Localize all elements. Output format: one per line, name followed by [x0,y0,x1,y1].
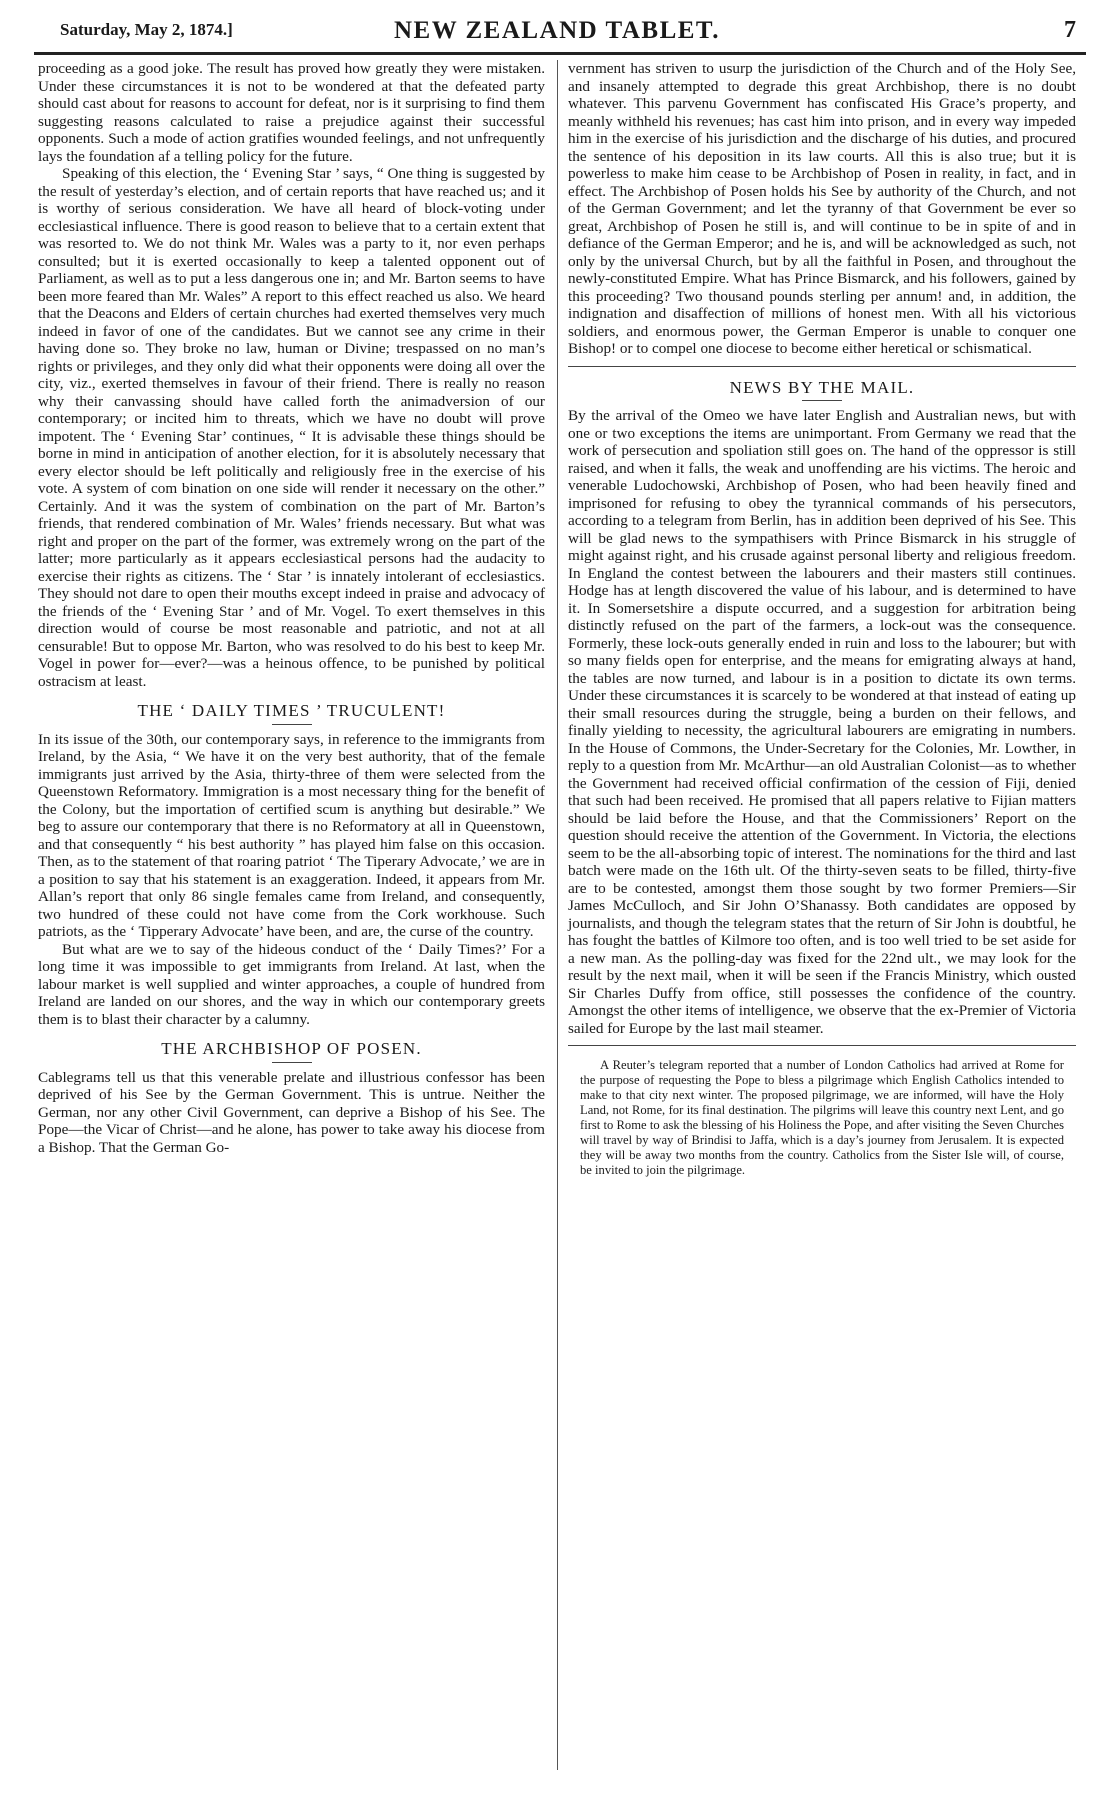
page-number: 7 [1064,17,1076,43]
issue-date: Saturday, May 2, 1874.] [60,20,233,39]
section-heading-posen: THE ARCHBISHOP OF POSEN. [161,1039,422,1058]
newspaper-title: NEW ZEALAND TABLET. [393,17,721,44]
left-column [38,60,545,1156]
column-divider [557,60,558,1770]
heading-rule [272,724,312,725]
article-paragraph: By the arrival of the Omeo we have later English and Australian news, but with one or two exceptions the items are unimportant. From Germany we read that the work of persecution and spoliation still goes on. The hand of the oppressor is still raised, and when it falls, the weak and unoffending are his victims. The heroic and venerable Ludochowski, Archbishop of Posen, who had been heavily fined and imprisoned for refusing to obey the tyrannical commands of his persecutors, according to a telegram from Berlin, has in addition been deprived of his See. This will be glad news to the sympathisers with Prince Bismarck in his struggle of might against right, and his crusade against personal liberty and religious freedom. In England the contest between the labourers and their masters still continues. Hodge has at length discovered the value of his labour, and is determined to have it. In Somersetshire a dispute occurred, and a suggestion for arbitration being distinctly refused on the part of the farmers, a lock-out was the consequence. Formerly, these lock-outs generally ended in ruin and loss to the labourer; but with so many fields open for enterprise, and the means for emigrating always at hand, the tables are now turned, and labour is in a position to dictate its own terms. Under these circumstances it is scarcely to be wondered at that instead of eating up their small resources during the struggle, being a burden on their fellows, and finally yielding to necessity, the agricultural labourers are emigrating in numbers. In the House of Commons, the Under-Secretary for the Colonies, Mr. Lowther, in reply to a question from Mr. McArthur—an old Australian Colonist—as to whether the Government had received official confirmation of the cession of Fiji, denied that such had been received. He promised that all papers relative to Fijian matters should be laid before the House, and that the Commissioners’ Report on the question should receive the attention of the Government. In Victoria, the elections seem to be the all-absorbing topic of interest. The nominations for the third and last batch were made on the 16th ult. Of the thirty-seven seats to be filled, thirty-five are to be contested, amongst them those sought by two former Premiers—Sir James McCulloch, and Sir John O’Shanassy. Both candidates are opposed by journalists, and though the telegram states that the return of Sir John is doubtful, he has fought the battles of Kilmore too often, and is too well tried to be set aside for a new man. As the polling-day was fixed for the 22nd ult., we may look for the result by the next mail, when it will be seen if the Francis Ministry, which ousted Sir Charles Duffy from office, still possesses the confidence of the country. Amongst the other items of intelligence, we observe that the ex-Premier of Victoria sailed for Europe by the last mail steamer. [568,407,1076,1037]
reuters-note [568,1058,1076,1178]
section-heading-daily-times: THE ‘ DAILY TIMES ’ TRUCULENT! [137,701,446,720]
article-paragraph: Speaking of this election, the ‘ Evening Star ’ says, “ One thing is suggested by the result of yesterday’s election, and of certain reports that have reached us; and it is worthy of serious consideration. We have all heard of block-voting under ecclesiastical influence. There is good reason to believe that to a certain extent that was resorted to. We do not think Mr. Wales was a party to it, nor even perhaps consulted; but it is exerted occasionally to keep a talented opponent out of Parliament, as well as to put a less dangerous one in; and Mr. Barton seems to have been more feared than Mr. Wales” A report to this effect reached us also. We heard that the Deacons and Elders of certain churches had exerted themselves very much indeed in favor of one of the candidates. But we cannot see any crime in their having done so. They broke no law, human or Divine; trespassed on no man’s rights or privileges, and they only did what their opponents were doing all over the city, viz., exerted themselves in favour of their friend. There is really no reason why their canvassing should have called forth the animadversion of our contemporary; or incited him to threats, which we have no doubt will prove impotent. The ‘ Evening Star’ continues, “ It is advisable these things should be borne in mind in anticipation of another election, for it is absolutely necessary that every elector should be left politically and religiously free in the exercise of his vote. A system of com bination on one side will render it necessary on the other.” Certainly. And it was the system of combination on the part of Mr. Barton’s friends, that rendered combination of Mr. Wales’ friends necessary. But what was right and proper on the part of the former, was extremely wrong on the part of the latter; more particularly as it appears ecclesiastical persons had the audacity to exercise their rights as citizens. The ‘ Star ’ is innately intolerant of ecclesiastics. They should not dare to open their mouths except indeed in praise and advocacy of the friends of the ‘ Evening Star ’ and of Mr. Vogel. To exert themselves in this direction would of course be most reasonable and patriotic, and not at all censurable! But to oppose Mr. Barton, who was resolved to do his best to keep Mr. Vogel in power for—ever?—was a heinous offence, to be punished by political ostracism at least. [38,165,545,690]
article-paragraph: proceeding as a good joke. The result has proved how greatly they were mistaken. Under these circumstances it is not to be wondered at that the defeated party should cast about for reasons to account for defeat, nor is it surprising to find them suggesting reasons calculated to raise a prejudice against their successful opponents. Such a mode of action gratifies wounded feelings, and not unfrequently lays the foundation af a telling policy for the future. [38,60,545,165]
section-rule [568,1045,1076,1046]
note-paragraph: A Reuter’s telegram reported that a number of London Catholics had arrived at Rome for the purpose of requesting the Pope to bless a pilgrimage which English Catholics intended to make to that city next winter. The proposed pilgrimage, we are informed, will have the Holy Land, not Rome, for its final destination. The pilgrims will leave this country next Lent, and go first to Rome to ask the blessing of his Holiness the Pope, and after visiting the Seven Churches will travel by way of Brindisi to Jaffa, which is a day’s journey from Jerusalem. It is expected they will be away two months from the country. Catholics from the Sister Isle will, of course, be invited to join the pilgrimage. [580,1058,1064,1177]
heading-rule [802,400,842,401]
masthead-rule [34,52,1086,55]
article-paragraph: In its issue of the 30th, our contemporary says, in reference to the immigrants from Ireland, by the Asia, “ We have it on the very best authority, that of the female immigrants just arrived by the Asia, thirty-three of them were selected from the Queenstown Reformatory. Immigration is a most necessary thing for the benefit of the Colony, but the importation of certified scum is anything but desirable.” We beg to assure our contemporary that there is no Reformatory at all in Queenstown, and that consequently “ his best authority ” has played him false on this occasion. Then, as to the statement of that roaring patriot ‘ The Tiperary Advocate,’ we are in a position to say that his statement is an exaggeration. Indeed, it appears from Mr. Allan’s report that only 86 single females came from Ireland, and consequently, two hundred of these could not have come from the Cork workhouse. Such patriots, as the ‘ Tipperary Advocate’ have been, and are, the curse of the country. [38,730,545,940]
masthead [0,0,1114,58]
article-paragraph: vernment has striven to usurp the jurisdiction of the Church and of the Holy See, and insanely attempted to degrade this great Archbishop, there is no doubt whatever. This parvenu Government has confiscated His Grace’s property, and meanly withheld his revenues; has cast him into prison, and in every way impeded him in the exercise of his jurisdiction and the discharge of his duties, and procured the sentence of his deposition in its law courts. All this is also true; but it is powerless to make him cease to be Archbishop of Posen in reality, in fact, and in effect. The Archbishop of Posen holds his See by authority of the Church, and not of the German Government; and let the tyranny of that Government be ever so great, Archbishop of Posen he still is, and will continue to be in spite of and in defiance of the German Emperor; and he is, and will be acknowledged as such, not only by the universal Church, but by all the faithful in Posen, and throughout the newly-constituted Empire. What has Prince Bismarck, and his followers, gained by this proceeding? Two thousand pounds sterling per annum! and, in addition, the indignation and disaffection of millions of honest men. With all his victorious soldiers, and enormous power, the German Emperor is unable to conquer one Bishop! or to compel one diocese to become either heretical or schismatical. [568,60,1076,357]
section-rule [568,366,1076,367]
article-paragraph: But what are we to say of the hideous conduct of the ‘ Daily Times?’ For a long time it was impossible to get immigrants from Ireland. At last, when the labour market is well supplied and winter approaches, a couple of hundred from Ireland are landed on our shores, and the way in which our contemporary greets them is to blast their character by a calumny. [38,940,545,1028]
heading-rule [272,1062,312,1063]
article-paragraph: Cablegrams tell us that this venerable prelate and illustrious confessor has been deprived of his See by the German Government. This is untrue. Neither the German, nor any other Civil Government, can deprive a Bishop of his See. The Pope—the Vicar of Christ—and he alone, has power to take away his diocese from a Bishop. That the German Go- [38,1068,545,1156]
right-column [568,60,1076,1178]
section-heading-news: NEWS BY THE MAIL. [729,377,915,397]
